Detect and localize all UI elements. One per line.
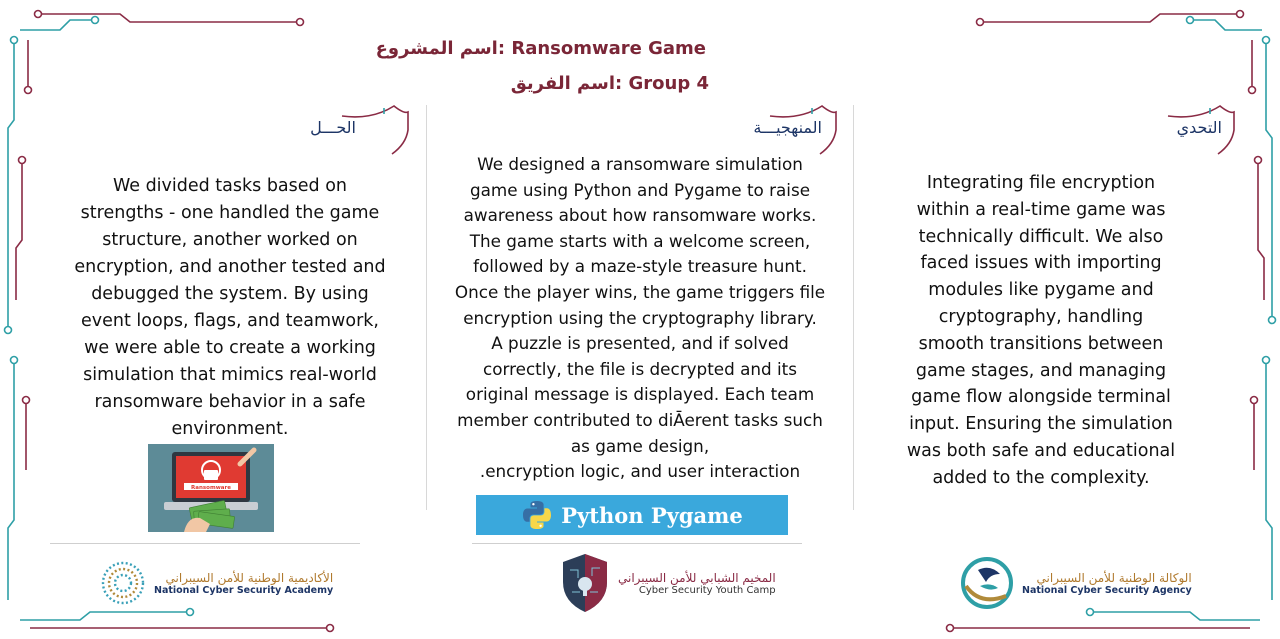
text-line: strengths - one handled the game	[80, 203, 380, 223]
text-line: followed by a maze-style treasure hunt.	[473, 256, 807, 277]
text-line: We designed a ransomware simulation	[477, 154, 803, 174]
divider-bottom-left	[50, 543, 360, 544]
youth-camp-name-en: Cyber Security Youth Camp	[638, 584, 776, 596]
python-pygame-banner	[476, 495, 788, 535]
text-line: environment.	[171, 419, 289, 439]
text-line: .encryption logic, and user interaction	[479, 461, 801, 482]
text-line: A puzzle is presented, and if solved	[491, 333, 789, 354]
text-line: cryptography, handling	[938, 306, 1144, 327]
text-line: game stages, and managing	[915, 360, 1167, 381]
text-line: We divided tasks based on	[112, 176, 348, 196]
text-line: The game starts with a welcome screen,	[469, 230, 811, 251]
agency-logo	[960, 556, 1192, 610]
text-line: debugged the system. By using	[91, 284, 369, 304]
text-line: original message is displayed. Each team	[465, 384, 815, 405]
academy-logo	[100, 560, 333, 606]
team-name-title: Group 4 :اسم الفريق	[510, 73, 709, 94]
text-line: encryption, and another tested and	[74, 257, 386, 277]
agency-name-ar: الوكالة الوطنية للأمن السيبراني	[1036, 570, 1192, 585]
text-line: event loops, flags, and teamwork,	[81, 311, 379, 331]
methodology-heading: المنهجيـــة	[753, 118, 822, 137]
python-logo-icon	[521, 499, 553, 531]
shield-lock-icon	[560, 552, 610, 614]
text-line: was both safe and educational	[906, 440, 1176, 461]
academy-emblem-icon	[100, 560, 146, 606]
text-line: within a real-time game was	[916, 199, 1166, 220]
text-line: input. Ensuring the simulation	[909, 414, 1173, 435]
challenge-text	[876, 170, 1206, 492]
falcon-emblem-icon	[960, 556, 1014, 610]
text-line: smooth transitions between	[918, 333, 1164, 354]
text-line: game flow alongside terminal	[911, 387, 1171, 408]
youth-camp-logo	[560, 552, 776, 614]
ransomware-label: Ransomware	[191, 485, 231, 491]
youth-camp-name-ar: المخيم الشبابي للأمن السيبراني	[618, 570, 776, 585]
text-line: Once the player wins, the game triggers file	[454, 281, 826, 302]
text-line: technically difficult. We also	[918, 226, 1164, 247]
text-line: member contributed to diĀerent tasks such	[457, 409, 823, 430]
text-line: awareness about how ransomware works.	[463, 205, 817, 226]
python-pygame-label: Python Pygame	[561, 502, 743, 528]
text-line: added to the complexity.	[932, 467, 1150, 488]
text-line: correctly, the file is decrypted and its	[483, 358, 797, 379]
text-line: game using Python and Pygame to raise	[469, 179, 811, 200]
agency-name-en: National Cyber Security Agency	[1022, 584, 1192, 596]
text-line: faced issues with importing	[920, 253, 1162, 274]
solution-text	[48, 173, 412, 443]
text-line: encryption using the cryptography library.	[463, 307, 817, 328]
divider-bottom-center	[472, 543, 802, 544]
divider-right	[853, 105, 854, 510]
academy-name-en: National Cyber Security Academy	[154, 584, 334, 596]
divider-left	[426, 105, 427, 510]
solution-heading: الحـــل	[310, 118, 356, 137]
academy-name-ar: الأكاديمية الوطنية للأمن السيبراني	[165, 570, 334, 585]
text-line: ransomware behavior in a safe	[94, 392, 366, 412]
challenge-heading: التحدي	[1176, 118, 1222, 137]
text-line: modules like pygame and	[928, 280, 1154, 301]
ransomware-illustration	[148, 444, 274, 532]
text-line: simulation that mimics real-world	[83, 365, 377, 385]
text-line: Integrating file encryption	[926, 173, 1156, 193]
text-line: as game design,	[570, 435, 710, 456]
methodology-text	[434, 152, 846, 485]
text-line: we were able to create a working	[84, 338, 376, 358]
project-name-title: Ransomware Game :اسم المشروع	[375, 38, 706, 59]
text-line: structure, another worked on	[102, 230, 358, 250]
